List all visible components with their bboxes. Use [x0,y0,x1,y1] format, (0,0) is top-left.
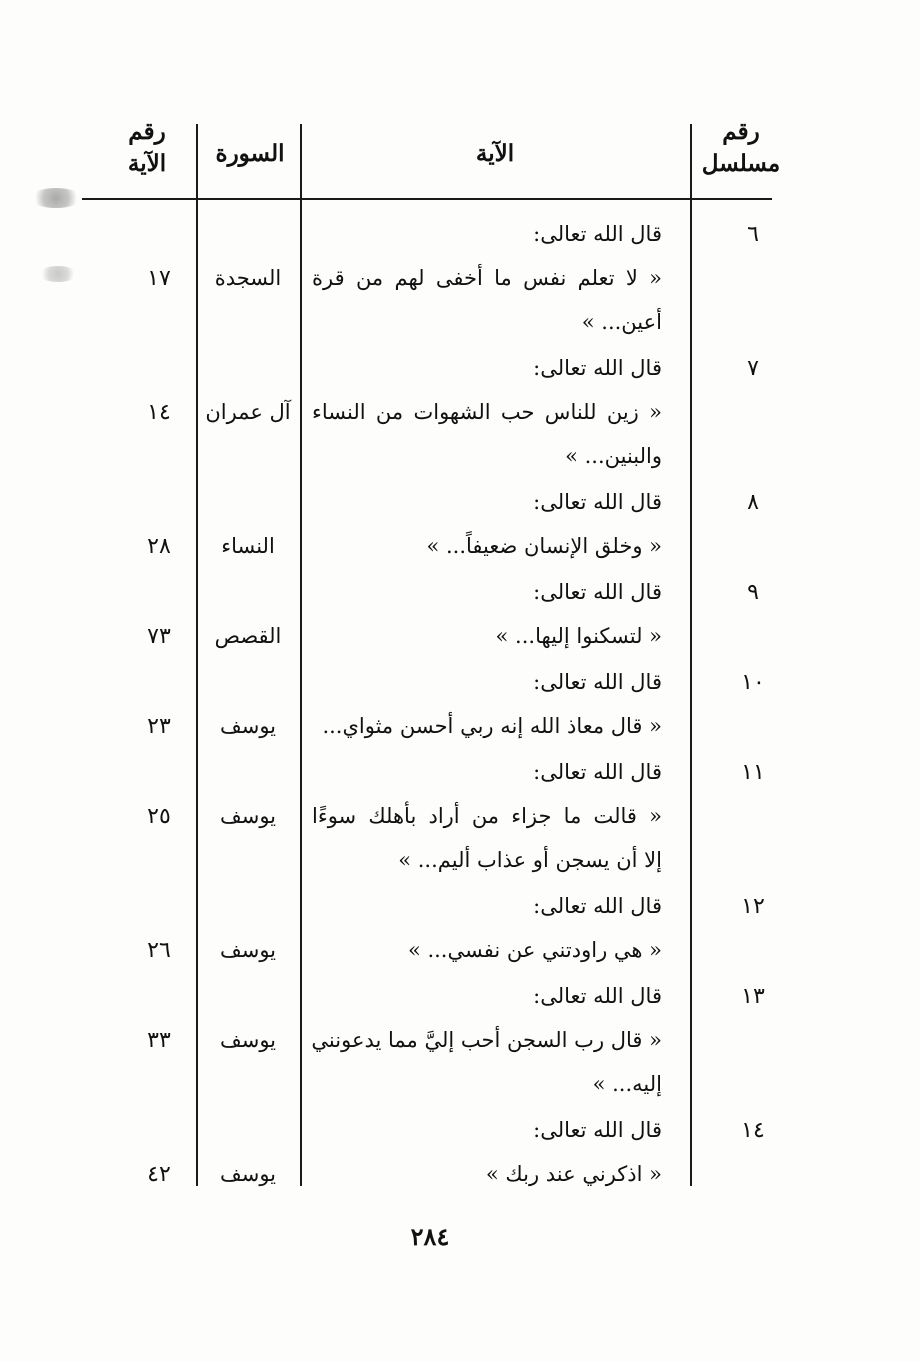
serial-number: ١٣ [741,984,765,1009]
surah-name: يوسف [219,1162,277,1186]
verse-number: ٧٣ [147,624,171,649]
surah-name: النساء [221,534,275,558]
verse-number: ٢٨ [147,534,171,559]
verse-number: ٤٢ [147,1162,171,1187]
verse-text-line: « قال معاذ الله إنه ربي أحسن مثواي... [322,714,662,738]
serial-number: ٧ [747,356,759,381]
page-number: ٢٨٤ [410,1222,450,1251]
verse-number: ٣٣ [147,1028,171,1053]
verse-text-line: « اذكرني عند ربك » [485,1162,662,1186]
header-surah: السورة [215,140,285,167]
verse-number: ٢٦ [147,938,171,963]
verse-intro: قال الله تعالى: [533,894,662,918]
verse-text-line: « هي راودتني عن نفسي... » [407,938,662,962]
verse-text-line: « لا تعلم نفس ما أخفى لهم من قرة [312,266,662,290]
surah-name: يوسف [219,804,277,828]
serial-number: ٨ [747,490,759,515]
verse-intro: قال الله تعالى: [533,356,662,380]
verse-intro: قال الله تعالى: [533,222,662,246]
header-verse-number: رقم الآية [127,118,167,177]
verse-text-line: « قالت ما جزاء من أراد بأهلك سوءًا [312,804,662,828]
verse-number: ٢٣ [147,714,171,739]
verse-intro: قال الله تعالى: [533,670,662,694]
surah-name: السجدة [214,266,282,290]
verse-intro: قال الله تعالى: [533,760,662,784]
verse-text-line: والبنين... » [565,444,662,468]
header-serial: رقم مسلسل [701,118,781,177]
serial-number: ٦ [747,222,759,247]
serial-number: ١٢ [741,894,765,919]
surah-name: القصص [214,624,282,648]
surah-name: يوسف [219,714,277,738]
verse-text-line: « لتسكنوا إليها... » [495,624,662,648]
verse-intro: قال الله تعالى: [533,1118,662,1142]
verse-text-line: « قال رب السجن أحب إليَّ مما يدعونني [311,1028,662,1052]
verse-intro: قال الله تعالى: [533,490,662,514]
surah-name: آل عمران [205,400,291,424]
header-verse: الآية [475,140,515,167]
verse-number: ١٤ [147,400,171,425]
verse-intro: قال الله تعالى: [533,984,662,1008]
verse-number: ١٧ [147,266,171,291]
surah-name: يوسف [219,1028,277,1052]
serial-number: ١١ [741,760,765,785]
verse-intro: قال الله تعالى: [533,580,662,604]
verse-text-line: « زين للناس حب الشهوات من النساء [312,400,662,424]
verse-text-line: إليه... » [592,1072,662,1096]
verse-number: ٢٥ [147,804,171,829]
serial-number: ٩ [747,580,759,605]
verse-text-line: أعين... » [581,310,662,334]
serial-number: ١٠ [741,670,765,695]
verse-text-line: إلا أن يسجن أو عذاب أليم... » [398,848,662,872]
surah-name: يوسف [219,938,277,962]
serial-number: ١٤ [741,1118,765,1143]
verse-text-line: « وخلق الإنسان ضعيفاً... » [426,534,662,558]
